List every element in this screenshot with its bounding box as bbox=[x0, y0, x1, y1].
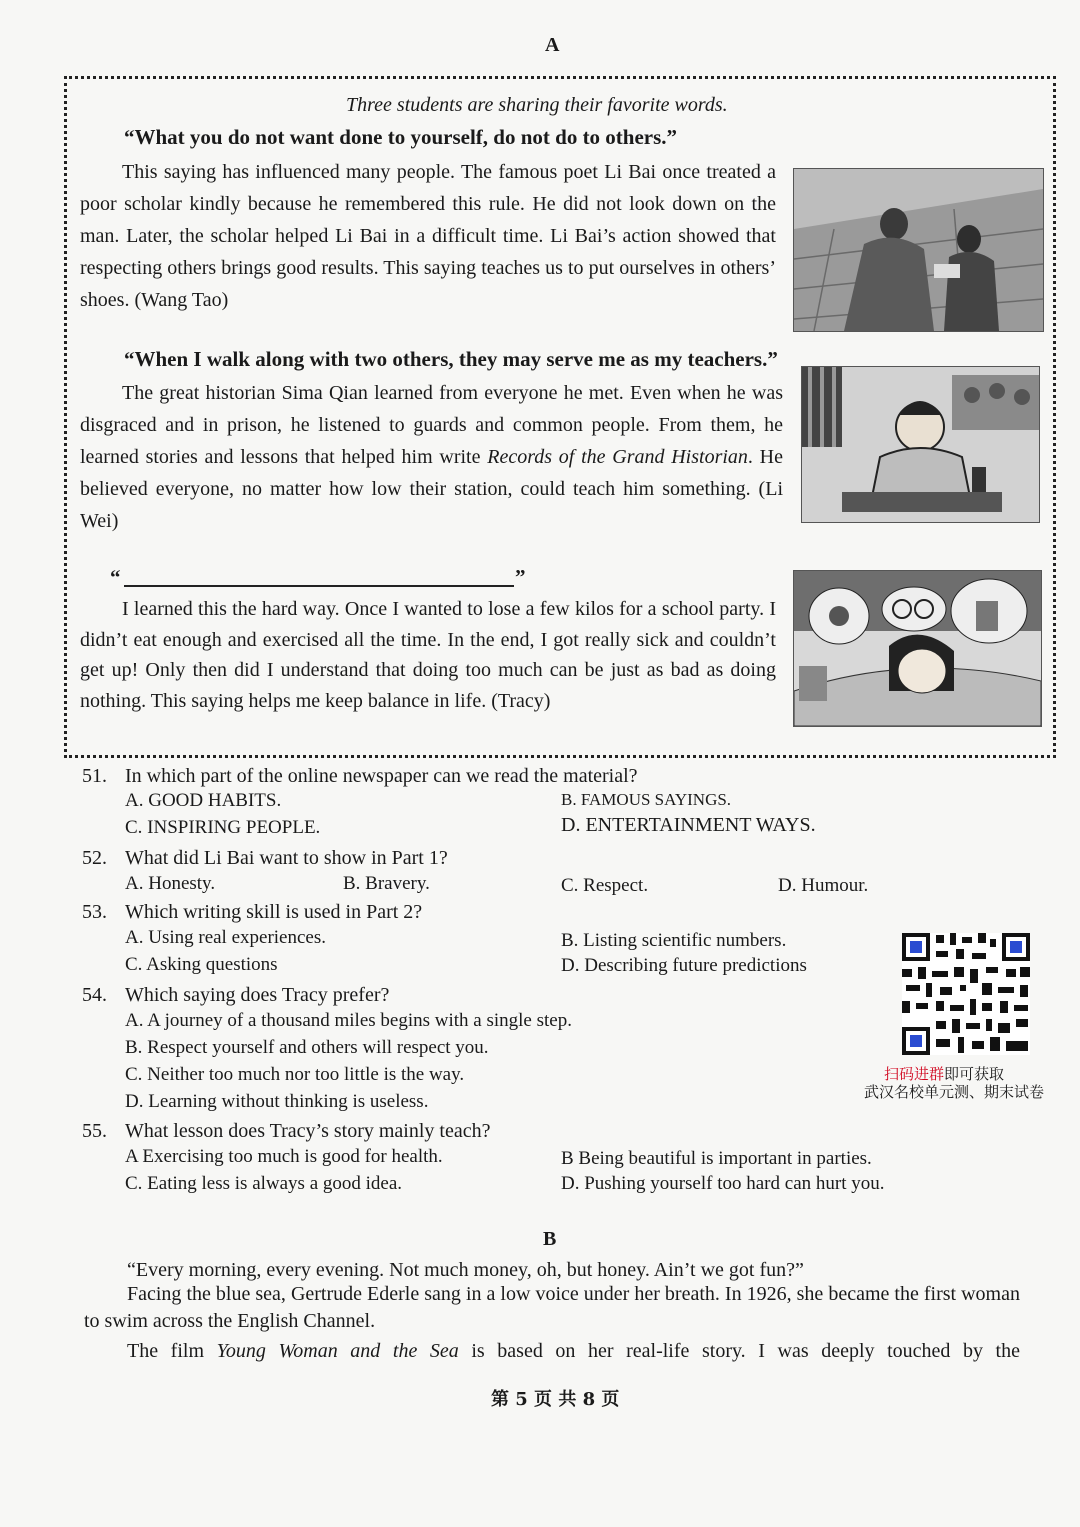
question-54-number: 54. bbox=[82, 984, 107, 1006]
question-54-option-c[interactable]: C. Neither too much nor too little is the way. bbox=[125, 1064, 465, 1085]
question-54-option-b[interactable]: B. Respect yourself and others will respect you. bbox=[125, 1037, 489, 1058]
question-55-option-a[interactable]: A Exercising too much is good for health. bbox=[125, 1146, 443, 1167]
question-53-option-c[interactable]: C. Asking questions bbox=[125, 954, 278, 975]
page-number: 第 5 页 共 8 页 bbox=[491, 1389, 620, 1410]
li-bai-illustration bbox=[793, 168, 1044, 332]
qr-caption-red: 扫码进群 bbox=[884, 1065, 945, 1083]
tracy-illustration-image bbox=[794, 571, 1041, 726]
tracy-illustration bbox=[793, 570, 1042, 727]
question-51-option-b[interactable]: B. FAMOUS SAYINGS. bbox=[561, 790, 732, 809]
question-54-text: Which saying does Tracy prefer? bbox=[125, 984, 390, 1006]
part1-text: This saying has influenced many people. The famous poet Li Bai once treated a poor scholar kindly because he remembered this rule. He did not look down on the man. Later, the scholar helped Li Bai in a difficult time. Li Bai’s action showed that respecting others brings good results. This saying teaches us to put ourselves in others’ shoes. (Wang Tao) bbox=[80, 161, 776, 311]
question-53-number: 53. bbox=[82, 901, 107, 923]
section-b-p2-text: Facing the blue sea, Gertrude Ederle sang in a low voice under her breath. In 1926, she became the first woman to swim across the English Channel. bbox=[84, 1283, 1020, 1332]
question-52-option-c[interactable]: C. Respect. bbox=[561, 875, 649, 896]
section-b-film-title: Young Woman and the Sea bbox=[216, 1340, 459, 1362]
qr-code-icon bbox=[902, 933, 1030, 1055]
part2-saying: “When I walk along with two others, they may serve me as my teachers.” bbox=[124, 347, 778, 371]
part3-open-quote: “ bbox=[110, 565, 121, 589]
question-55-number: 55. bbox=[82, 1120, 107, 1142]
question-52-text: What did Li Bai want to show in Part 1? bbox=[125, 847, 448, 869]
question-55-text: What lesson does Tracy’s story mainly teach? bbox=[125, 1120, 491, 1142]
question-53-option-a[interactable]: A. Using real experiences. bbox=[125, 927, 327, 948]
question-51-option-d[interactable]: D. ENTERTAINMENT WAYS. bbox=[561, 814, 816, 836]
part3-blank-line bbox=[124, 585, 514, 587]
question-52-option-a[interactable]: A. Honesty. bbox=[125, 873, 216, 894]
question-52-option-d[interactable]: D. Humour. bbox=[778, 875, 869, 896]
question-54-option-d[interactable]: D. Learning without thinking is useless. bbox=[125, 1091, 429, 1112]
part3-close-quote: ” bbox=[515, 565, 526, 589]
qr-caption-line2: 武汉名校单元测、期末试卷 bbox=[864, 1083, 1045, 1101]
question-53-option-b[interactable]: B. Listing scientific numbers. bbox=[561, 930, 787, 951]
qr-code[interactable] bbox=[902, 933, 1030, 1055]
section-a-letter: A bbox=[545, 34, 560, 56]
part2-text-before: The great historian Sima Qian learned from everyone he met. Even when he was disgraced and in prison, he listened to guards and common people. From them, he learned stories and lessons that helped him write bbox=[80, 382, 783, 468]
passage-intro: Three students are sharing their favorite words. bbox=[346, 94, 728, 116]
question-51-option-a[interactable]: A. GOOD HABITS. bbox=[125, 790, 282, 811]
question-51-text: In which part of the online newspaper can we read the material? bbox=[125, 765, 638, 787]
qr-caption-rest: 即可获取 bbox=[944, 1065, 1005, 1083]
question-54-option-a[interactable]: A. A journey of a thousand miles begins with a single step. bbox=[125, 1010, 572, 1031]
section-b-letter: B bbox=[543, 1228, 557, 1250]
part3-text: I learned this the hard way. Once I wanted to lose a few kilos for a school party. I didn’t eat enough and exercised all the time. In the end, I got really sick and couldn’t get up! Only then did I understand that doing too much can be just as bad as doing nothing. This saying helps me keep balance in life. (Tracy) bbox=[80, 598, 776, 712]
section-b-paragraph-1: “Every morning, every evening. Not much money, oh, but honey. Ain’t we got fun?” bbox=[127, 1259, 804, 1281]
question-51-number: 51. bbox=[82, 765, 107, 787]
question-52-option-b[interactable]: B. Bravery. bbox=[343, 873, 430, 894]
question-53-option-d[interactable]: D. Describing future predictions bbox=[561, 955, 807, 976]
part1-saying: “What you do not want done to yourself, do not do to others.” bbox=[124, 125, 678, 149]
part2-book-title: Records of the Grand Historian bbox=[487, 446, 748, 468]
section-b-paragraph-3 bbox=[127, 1335, 1020, 1367]
section-b-paragraph-2 bbox=[84, 1281, 1020, 1335]
li-bai-illustration-image bbox=[794, 169, 1043, 331]
question-52-number: 52. bbox=[82, 847, 107, 869]
part1-paragraph bbox=[80, 156, 776, 316]
part2-text-after: . He believed everyone, no matter how low their station, could teach him something. (Li Wei) bbox=[80, 446, 783, 532]
sima-qian-illustration-image bbox=[802, 367, 1039, 522]
question-55-option-b[interactable]: B Being beautiful is important in parties. bbox=[561, 1148, 872, 1169]
question-55-option-d[interactable]: D. Pushing yourself too hard can hurt you. bbox=[561, 1173, 885, 1194]
section-b-p3-after: is based on her real-life story. I was deeply touched by the bbox=[458, 1340, 1020, 1362]
section-b-p3-before: The film bbox=[127, 1340, 217, 1362]
question-53-text: Which writing skill is used in Part 2? bbox=[125, 901, 423, 923]
sima-qian-illustration bbox=[801, 366, 1040, 523]
question-51-option-c[interactable]: C. INSPIRING PEOPLE. bbox=[125, 817, 321, 838]
part2-paragraph bbox=[80, 377, 783, 537]
part3-paragraph bbox=[80, 594, 776, 716]
question-55-option-c[interactable]: C. Eating less is always a good idea. bbox=[125, 1173, 403, 1194]
